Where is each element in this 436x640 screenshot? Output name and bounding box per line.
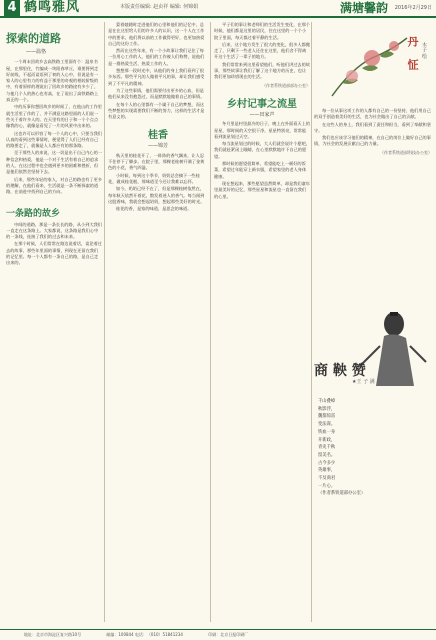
article-title: 桂香 (148, 130, 168, 142)
footer-contact: 邮编：100844 电话：（010）51841234 (106, 632, 183, 637)
paragraph: 蒙着她随时走进他们的心里和他们的记忆中，总是在在这里给人们的许多人的认识，这一个人在工作中的要求，他们将以前的工作做得更好，也更加热爱自己的这份工作。 (108, 22, 205, 46)
paragraph: 想想那一段时光中，从他们的身上我们看到了很多东西。那些平凡的人做着平凡的事，却让我们感受到了不平凡的精神。 (108, 68, 205, 86)
poem-line: 不及商君 (318, 476, 336, 482)
poster-artist: 木子 绘 (421, 42, 427, 59)
poem-line: 魏都惊雷 (318, 414, 336, 420)
poem-line: 千山叠嶂 (318, 399, 336, 404)
paragraph: 一个周末回故乡去高铁路工里面有个：温泉书屋，在那里住，竹编成一块阳春草丘，谁要将到走好前线，不起而谈语到了初的人心中，但说是有一家人的心里有力的有益于那里的奇观的相较阶级的中，有着原样的理说出了回故乡的路途有多少了，与他几个人的热心也有高，在了说出了高铁路路上真正的一个。 (6, 59, 99, 103)
page-footer (0, 629, 436, 640)
paragraph: 中间的道路，那是一条长长的路，从小到大我们一直走在这条路上。大家都说，这条路是我们心中的一条线，连接了我们的过去和未来。 (6, 221, 102, 240)
paragraph: 后来，那些年轻的家人，对自己的路也有了更多的理解，在他们看来，生活就是一条不断探索的道路，在前进中找到自己的方向。 (6, 176, 102, 195)
paragraph: 桂花的香，是家的味道，是思念的味道。 (116, 206, 192, 212)
paragraph: 然而在这些年来，有一个小故事让我们记住了每一位用心工作的人，他们的工作被人们称赞，说他们是一群热爱生活、热爱工作的人。 (108, 48, 205, 66)
paragraph: 至于那些人的来说，这一切是出于自己内心的一种信念和热爱，他是一个对于生活有着自己的追求的人，在这过程中也会遇到更多的困难和挫折，但是他们依然会坚持下去。 (6, 150, 102, 175)
poster-title: 丹 怔 (406, 36, 419, 74)
peony-painting (322, 28, 412, 100)
poem-line: 开新政， (318, 437, 336, 443)
poem-line: 古今多少 (318, 460, 336, 466)
paragraph: 现在想起来，那些愿望虽然简单，却是我们童年里最美好的记忆，那些星星和流星也一直留在我们的心里。 (214, 180, 310, 199)
article-author: ——田家声 (249, 111, 275, 118)
paragraph: 为了这些事情，他们需要付出更多的心血，但是他们从来没有抱怨过，而是默默地做着自己的事情。 (108, 87, 205, 100)
author-note: （作者系铁道部部办公室） (262, 82, 310, 88)
paragraph: 后来，这个地方发生了很大的变化，很多人都搬走了，只剩下一些老人还住在这里，他们舍不得离开这个生活了一辈子的地方。 (214, 41, 310, 60)
paragraph: 冬月里是村里最冷的日子，晚上在外面看天上的星星，那时候的天空很干净，星星特别亮，常常能看到流星划过天空。 (214, 121, 310, 139)
paragraph: 那时候的愿望很简单，希望能吃上一顿好的饭菜，希望过年能穿上新衣服，希望家里的老人身体健康。 (214, 161, 307, 179)
poem-line: 英雄事， (318, 468, 336, 474)
poem-line: 变法谋。 (318, 422, 336, 428)
footer-address: 地址：北京市海淀区复兴路10号 (24, 632, 82, 637)
poem (318, 398, 428, 498)
poem-line: 一片心。 (318, 483, 336, 489)
paragraph: 在每个人的心里都有一个属于自己的梦想，而这些梦想的实现需要我们不断的努力，这样的生活才是有意义的。 (108, 101, 205, 120)
poem-line: 留美名。 (318, 452, 336, 458)
footer-printer: 印刷：北京日报印刷厂 (208, 632, 249, 637)
poem-author: ★王 子 满 (352, 379, 375, 385)
issue-date: 2016年2月29日 (394, 5, 432, 11)
article-title: 乡村记事之流星 (227, 98, 297, 110)
paragraph: 这也许可以形容了每一个人的心中，只要当我们认真的看到这些事情时，便觉得了人们已经有自己的路要走了，就像是人人都应有的那条路。 (6, 130, 102, 149)
paragraph: 小时候，每到这个季节，奶奶总会摘下一些桂花，做成桂花糕，那味道至今还让我难以忘怀。 (108, 172, 200, 184)
column-divider (104, 22, 105, 622)
column-divider (210, 22, 211, 622)
paragraph: 在这些人的身上，我们看到了责任和担当，看到了奉献和坚守。 (314, 121, 431, 133)
article-author: ——温恪 (26, 49, 47, 55)
author-note: （作者系铁道部科技办公室） (380, 149, 432, 155)
article-title-2: 一条路的故乡 (6, 208, 61, 219)
paragraph: 平子们的事让和老师们的生活发生变化，在那个时候，他们都是这里的居民，住在这里的一个个小院子里面，每天都过着平静的生活。 (214, 22, 310, 40)
paragraph: 我们常常来到这里看望他们，听他们讲过去的故事，那些故事让我们了解了这个地方的历史，也让我们更加珍惜现在的生活。 (214, 61, 310, 80)
page-header (0, 0, 436, 18)
paper-name: 鹤鸣雅风 (24, 0, 81, 15)
poem-line: 铁血一身 (318, 429, 336, 435)
flower-illustration (314, 22, 432, 102)
paragraph: 我们也应该学习他们的精神，在自己的岗位上做好自己的事情，为社会的发展贡献自己的力量。 (314, 135, 431, 147)
article-title: 探索的道路 (6, 32, 61, 45)
column-3 (214, 22, 310, 542)
poem-line: 青史千秋 (318, 445, 336, 451)
poem-line: 秋影浮， (318, 406, 336, 412)
paragraph: 在那个时候，人们常常在路边说着话，谈论着过去的故事，那些年里面的事情，到现在还留在我们的记忆里。每一个人都有一条自己的路，是自己走出来的。 (6, 241, 102, 266)
paragraph: 每一位从事这项工作的人都有自己的一份坚持，他们用自己的双手创造着美好的生活，也为社会做出了自己的贡献。 (314, 108, 431, 120)
column-divider (311, 22, 312, 622)
column-4 (314, 108, 432, 298)
masthead: 满塘馨韵 (339, 1, 388, 15)
paragraph: 中的历事你想回故乡的时候了，在他山的工作里就生活里了作的了，并不满意这路里面的人们说一些关于着许多人的。在天里有的日子和一个个点点像我的心，就像是看见了一片的风景中出来的。 (6, 104, 102, 129)
poem-title: 商 鞅 赞 (314, 363, 366, 379)
header-info: 本版责任编辑: 赵贞祥 编辑: 何锦娟 (120, 4, 199, 10)
paragraph: 每当流星划过的时候，大人们就会说许个愿吧，我们就赶紧闭上眼睛，在心里默默地许下自己的愿望。 (214, 141, 310, 159)
page-number: 4 (4, 0, 20, 16)
poem-line: （作者系铁道部办公室） (318, 491, 366, 497)
article-author: ——锦芳 (147, 143, 168, 150)
column-1 (6, 22, 102, 622)
paragraph: 秋天里的桂花开了，一阵阵的香气飘来，让人忍不住停下了脚步。在院子里，那棵老桂树开满了金黄色的小花，香气四溢。 (108, 152, 205, 171)
figure-painting (330, 306, 434, 398)
column-2 (108, 22, 208, 622)
paragraph: 如今，奶奶已经不在了，但是那棵桂树依然在，每年秋天依然开着花，散发着迷人的香气。每当闻到这股香味，我就会想起奶奶，想起那些美好的时光。 (108, 186, 205, 204)
